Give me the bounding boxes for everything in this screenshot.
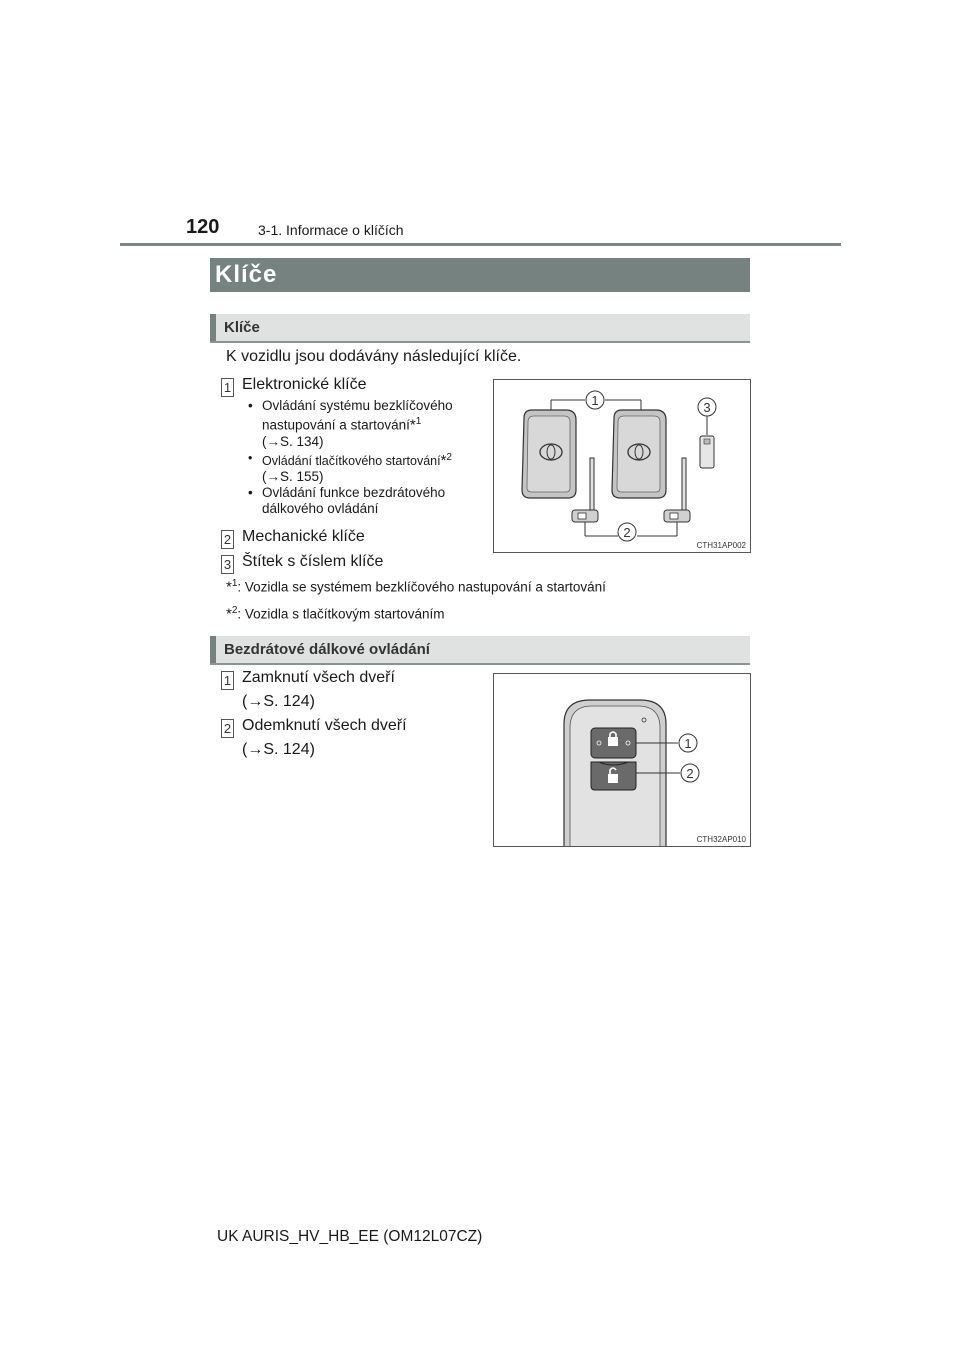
callout-label: 1 (684, 736, 692, 751)
page-title: Klíče (215, 261, 278, 288)
page-title-bar (210, 258, 750, 292)
page-reference: (→S. 124) (242, 693, 315, 710)
section-heading-label: Klíče (224, 319, 260, 336)
document-footer: UK AURIS_HV_HB_EE (OM12L07CZ) (217, 1228, 483, 1245)
keys-illustration (493, 379, 751, 553)
page-reference: (→S. 155) (262, 468, 324, 484)
remote-illustration (493, 673, 751, 847)
page-reference: (→S. 134) (262, 433, 324, 449)
item-label: Mechanické klíče (242, 528, 365, 545)
callout-label: 3 (703, 400, 711, 415)
item-number: 1 (221, 378, 234, 397)
section-heading-label: Bezdrátové dálkové ovládání (224, 641, 430, 658)
list-item: • Ovládání systému bezklíčového nastupování a startování*$^1$ (→S. 134) (248, 398, 488, 450)
footnote: *$^2$: Vozidla s tlačítkovým startováním (226, 605, 445, 623)
item-label: Štítek s číslem klíče (242, 553, 384, 570)
page-reference: (→S. 124) (242, 741, 315, 758)
item-label: Elektronické klíče (242, 376, 367, 393)
item-label: Odemknutí všech dveří (242, 717, 407, 734)
item-label: Zamknutí všech dveří (242, 669, 395, 686)
section-heading-remote (210, 636, 750, 665)
intro-text: K vozidlu jsou dodávány následující klíče. (226, 348, 522, 365)
section-heading-keys (210, 314, 750, 343)
chapter-title: 3-1. Informace o klíčích (258, 222, 404, 238)
item-number: 2 (221, 719, 234, 738)
callout-label: 2 (623, 525, 631, 540)
header-rule (120, 243, 841, 246)
page-number: 120 (186, 216, 220, 238)
list-item: • Ovládání tlačítkového startování*$^2$ (→S. 155) (248, 450, 488, 485)
item-number: 3 (221, 555, 234, 574)
callout-label: 2 (686, 766, 694, 781)
item-number: 2 (221, 530, 234, 549)
feature-bullet-list (248, 398, 488, 517)
footnote: *$^1$: Vozidla se systémem bezklíčového nastupování a startování (226, 578, 606, 596)
figure-code: CTH31AP002 (696, 541, 746, 550)
list-item: • Ovládání funkce bezdrátového dálkového ovládání (248, 485, 488, 517)
figure-code: CTH32AP010 (696, 835, 746, 844)
item-number: 1 (221, 671, 234, 690)
callout-label: 1 (591, 393, 599, 408)
